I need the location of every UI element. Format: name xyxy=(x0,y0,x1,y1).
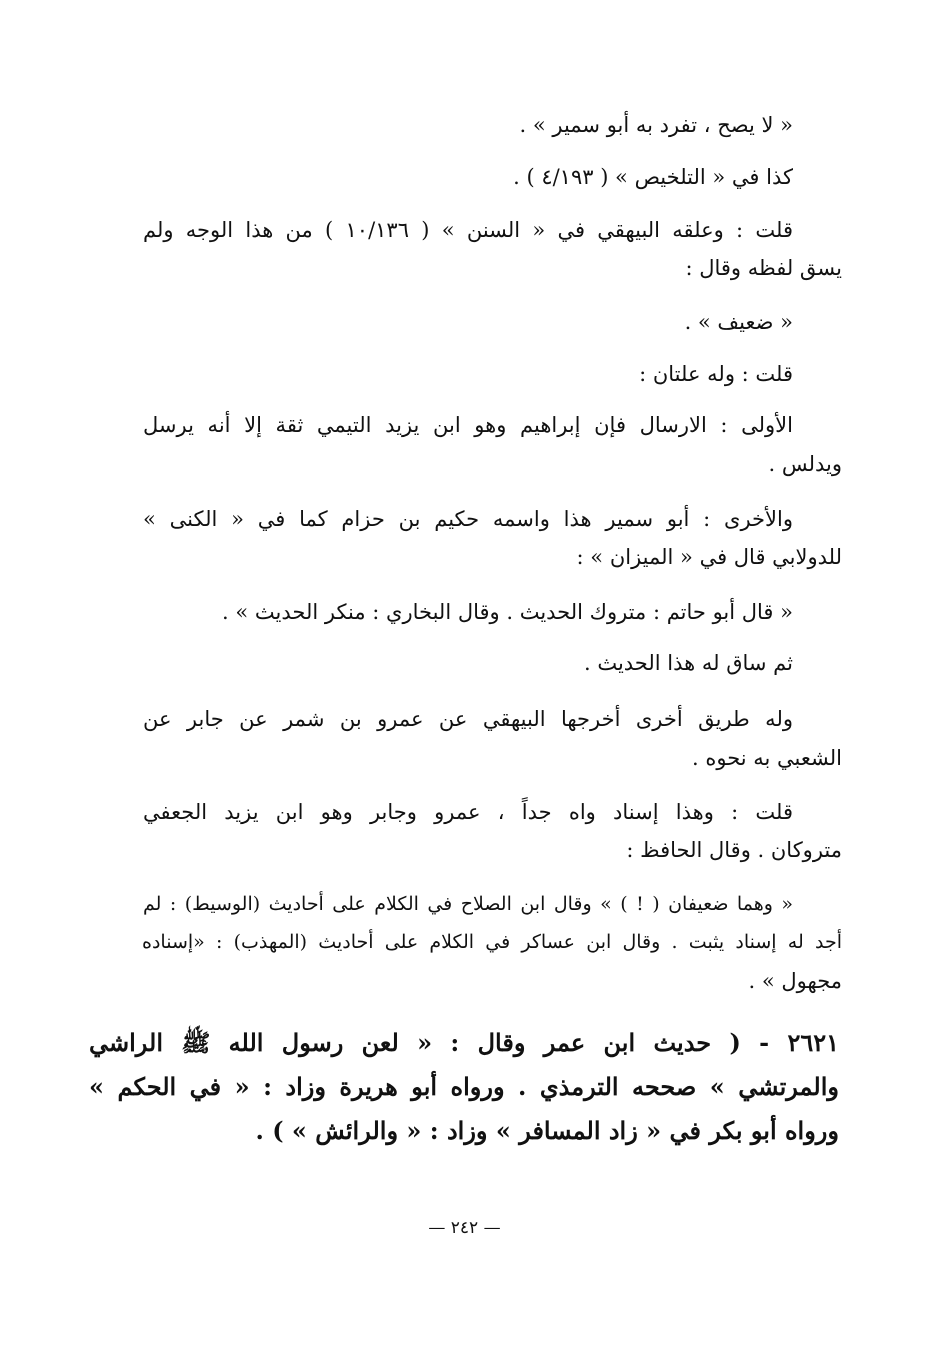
text-line: الأولى : الارسال فإن إبراهيم وهو ابن يزيد التيمي ثقة إلا أنه يرسل xyxy=(143,413,793,437)
page-number: — ٢٤٢ — xyxy=(428,1218,501,1238)
text-line: ثم ساق له هذا الحديث . xyxy=(583,651,793,675)
text-line: « قال أبو حاتم : متروك الحديث . وقال البخاري : منكر الحديث » . xyxy=(222,600,793,624)
text-line: « ضعيف » . xyxy=(684,310,793,334)
text-line: الشعبي به نحوه . xyxy=(692,746,842,770)
text-line: أجد له إسناد يثبت . وقال ابن عساكر في الكلام على أحاديث (المهذب) : «إسناده xyxy=(142,931,842,953)
text-line: ويدلس . xyxy=(768,452,842,476)
text-line: للدولابي قال في « الميزان » : xyxy=(576,545,842,569)
text-line: قلت : وله علتان : xyxy=(639,362,793,386)
hadith-text-line: والمرتشي » صححه الترمذي . ورواه أبو هريرة وزاد : « في الحكم » xyxy=(89,1072,839,1101)
text-line: وله طريق أخرى أخرجها البيهقي عن عمرو بن شمر عن جابر عن xyxy=(143,707,793,731)
text-line: « وهما ضعيفان ( ! ) » وقال ابن الصلاح في الكلام على أحاديث (الوسيط) : لم xyxy=(143,893,793,915)
text-line: « لا يصح ، تفرد به أبو سمير » . xyxy=(519,113,793,137)
text-line: والأخرى : أبو سمير هذا واسمه حكيم بن حزام كما في « الكنى » xyxy=(143,507,793,531)
text-line: قلت : وعلقه البيهقي في « السنن » ( ١٠/١٣٦ ) من هذا الوجه ولم xyxy=(143,218,793,242)
hadith-text-line: ورواه أبو بكر في « زاد المسافر » وزاد : « والرائش » ) . xyxy=(255,1116,839,1145)
text-line: متروكان . وقال الحافظ : xyxy=(626,838,842,862)
text-line: قلت : وهذا إسناد واه جداً ، عمرو وجابر وهو ابن يزيد الجعفي xyxy=(143,800,793,824)
text-line: يسق لفظه وقال : xyxy=(685,256,842,280)
text-line: كذا في « التلخيص » ( ٤/١٩٣ ) . xyxy=(513,165,793,189)
hadith-heading-line: ٢٦٢١ - ( حديث ابن عمر وقال : « لعن رسول الله ﷺ الراشي xyxy=(89,1028,840,1057)
text-line: مجهول » . xyxy=(748,969,842,993)
